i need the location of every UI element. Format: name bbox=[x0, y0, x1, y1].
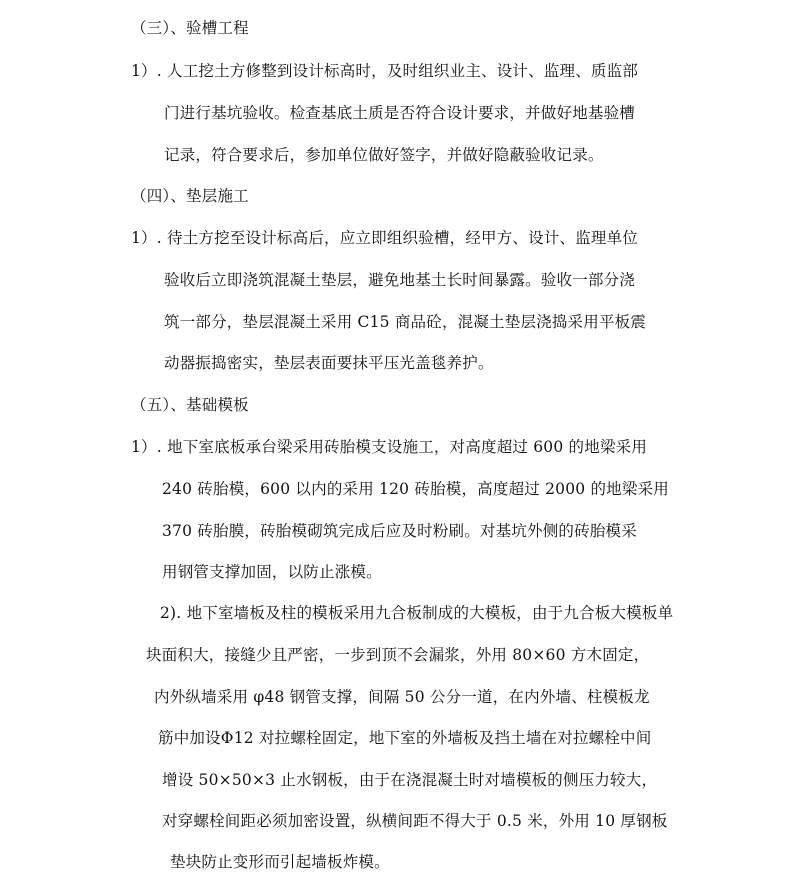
paragraph-line: 块面积大，接缝少且严密，一步到顶不会漏浆，外用 80×60 方木固定， bbox=[146, 646, 650, 664]
paragraph-line: 验收后立即浇筑混凝土垫层，避免地基土长时间暴露。验收一部分浇 bbox=[164, 271, 636, 289]
paragraph-line: 垫块防止变形而引起墙板炸模。 bbox=[170, 853, 390, 871]
paragraph-line: 记录，符合要求后，参加单位做好签字，并做好隐蔽验收记录。 bbox=[164, 146, 604, 164]
paragraph-line: 240 砖胎模，600 以内的采用 120 砖胎模，高度超过 2000 的地梁采用 bbox=[162, 480, 669, 498]
paragraph-line: 增设 50×50×3 止水钢板，由于在浇混凝土时对墙模板的侧压力较大， bbox=[162, 771, 658, 789]
section-heading-4: （四）、垫层施工 bbox=[131, 187, 249, 205]
paragraph-line: 2). 地下室墙板及柱的模板采用九合板制成的大模板，由于九合板大模板单 bbox=[160, 604, 674, 622]
paragraph-line: 用钢管支撑加固，以防止涨模。 bbox=[162, 563, 382, 581]
paragraph-line: 对穿螺栓间距必须加密设置，纵横间距不得大于 0.5 米，外用 10 厚钢板 bbox=[162, 812, 668, 830]
paragraph-line: 1）. 人工挖土方修整到设计标高时，及时组织业主、设计、监理、质监部 bbox=[131, 62, 639, 80]
paragraph-line: 1）. 待土方挖至设计标高后，应立即组织验槽，经甲方、设计、监理单位 bbox=[131, 229, 639, 247]
paragraph-line: 370 砖胎膜，砖胎模砌筑完成后应及时粉刷。对基坑外侧的砖胎模采 bbox=[162, 522, 637, 540]
section-heading-5: （五）、基础模板 bbox=[131, 396, 249, 414]
paragraph-line: 筑一部分，垫层混凝土采用 C15 商品砼，混凝土垫层浇捣采用平板震 bbox=[164, 313, 647, 331]
paragraph-line: 动器振捣密实，垫层表面要抹平压光盖毯养护。 bbox=[164, 354, 494, 372]
paragraph-line: 1）. 地下室底板承台梁采用砖胎模支设施工，对高度超过 600 的地梁采用 bbox=[131, 438, 648, 456]
section-heading-3: （三）、验槽工程 bbox=[131, 19, 249, 37]
paragraph-line: 内外纵墙采用 φ48 钢管支撑，间隔 50 公分一道，在内外墙、柱模板龙 bbox=[154, 688, 650, 706]
paragraph-line: 筋中加设Φ12 对拉螺栓固定，地下室的外墙板及挡土墙在对拉螺栓中间 bbox=[158, 729, 652, 747]
paragraph-line: 门进行基坑验收。检查基底土质是否符合设计要求，并做好地基验槽 bbox=[164, 104, 636, 122]
